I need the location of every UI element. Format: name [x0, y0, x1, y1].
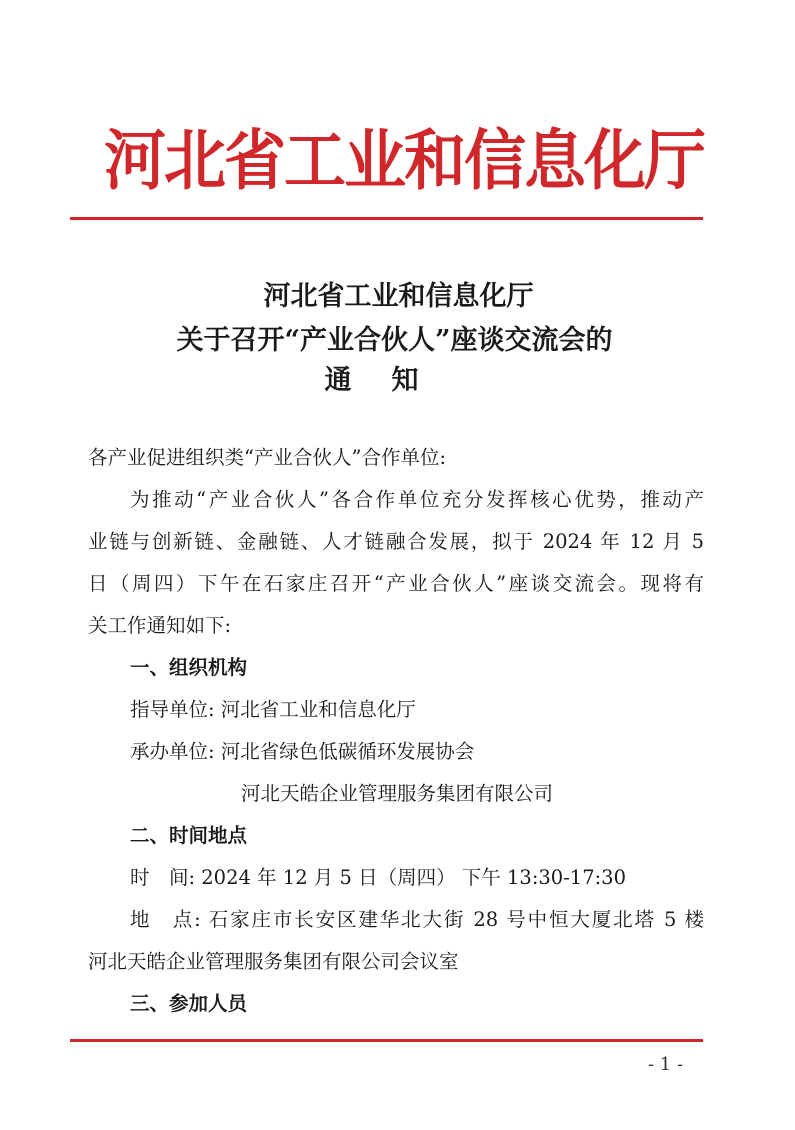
- paragraph-1-line-3: 日（周四）下午在石家庄召开“产业合伙人”座谈交流会。现将有: [88, 572, 704, 595]
- masthead-org-name: 河北省工业和信息化厅: [104, 122, 705, 199]
- title-line-2: 关于召开“产业合伙人”座谈交流会的: [176, 325, 613, 356]
- paragraph-1-line-1: 为推动“产业合伙人”各合作单位充分发挥核心优势，推动产: [130, 488, 704, 511]
- page-number: - 1 -: [648, 1054, 684, 1075]
- section-heading-3: 三、参加人员: [130, 992, 248, 1015]
- host-unit-1: 承办单位: 河北省绿色低碳循环发展协会: [130, 740, 475, 763]
- paragraph-1-line-2: 业链与创新链、金融链、人才链融合发展，拟于 2024 年 12 月 5: [88, 530, 704, 553]
- section-heading-1: 一、组织机构: [130, 656, 248, 679]
- host-unit-2: 河北天皓企业管理服务集团有限公司: [241, 782, 554, 805]
- title-line-3: 通知: [324, 365, 459, 396]
- section-heading-2: 二、时间地点: [130, 824, 248, 847]
- salutation: 各产业促进组织类“产业合伙人”合作单位:: [88, 446, 447, 469]
- footer-red-rule: [70, 1039, 703, 1042]
- title-line-1: 河北省工业和信息化厅: [263, 281, 534, 312]
- time-line: 时 间: 2024 年 12 月 5 日（周四） 下午 13:30-17:30: [130, 866, 626, 889]
- place-line-1: 地 点: 石家庄市长安区建华北大街 28 号中恒大厦北塔 5 楼: [130, 908, 704, 931]
- paragraph-1-line-4: 关工作通知如下:: [88, 614, 232, 637]
- guide-unit: 指导单位: 河北省工业和信息化厅: [130, 698, 416, 721]
- place-line-2: 河北天皓企业管理服务集团有限公司会议室: [88, 950, 459, 973]
- masthead-red-rule: [70, 217, 703, 220]
